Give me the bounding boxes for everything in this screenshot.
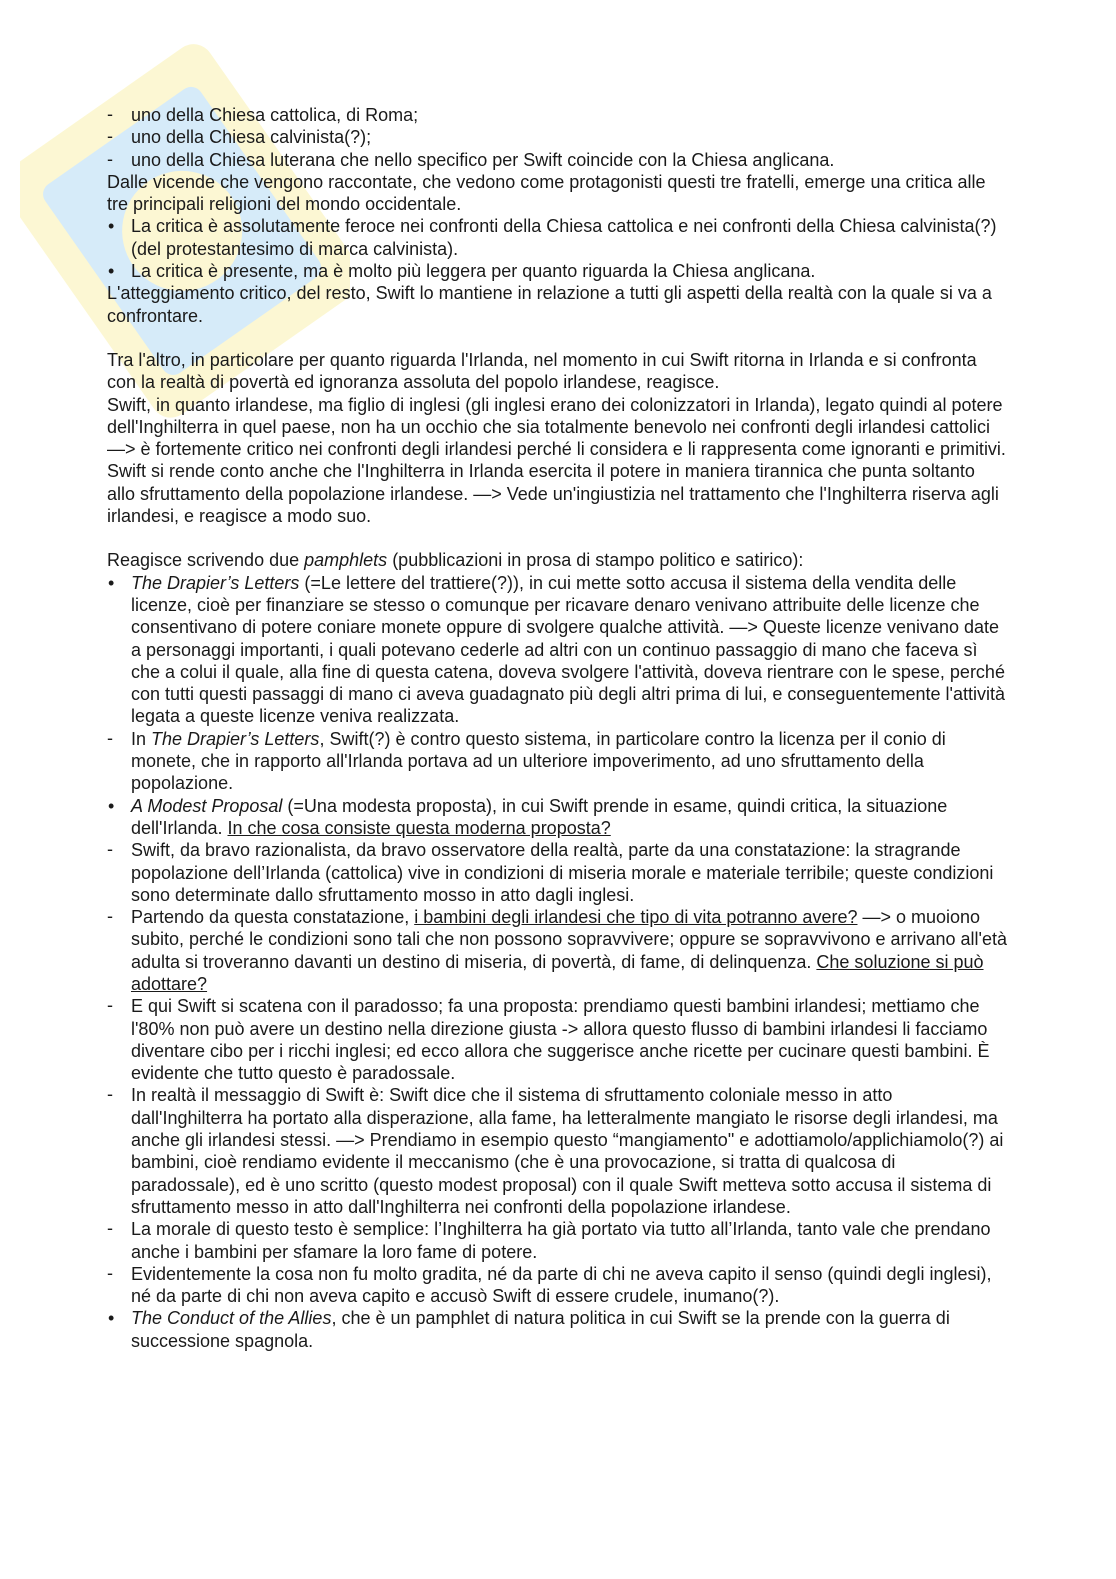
document-body (107, 104, 1007, 1352)
list-item (107, 104, 1007, 126)
paragraph: Dalle vicende che vengono raccontate, che vedono come protagonisti questi tre fratelli, emerge una critica alle tre principali religioni del mondo occidentale. (107, 171, 986, 215)
dash-marker: - (107, 1218, 113, 1239)
text: (pubblicazioni in prosa di stampo politico e satirico): (387, 550, 804, 571)
list-item (107, 260, 1007, 282)
list-item-text: Swift, da bravo razionalista, da bravo osservatore della realtà, parte da una constatazione: la stragrande popolazione dell’Irlanda (cattolica) vive in condizioni di miseria morale e materiale terribile; queste condizioni sono determinate dallo sfruttamento mosso in atto dagli inglesi. (131, 840, 994, 905)
list-item-text (131, 729, 946, 794)
list-item-text: Evidentemente la cosa non fu molto gradita, né da parte di chi ne aveva capito il senso (quindi degli inglesi), né da parte di chi non aveva capito e accusò Swift di essere crudele, inumano(?). (131, 1263, 992, 1307)
list-item (107, 572, 1007, 728)
list-item (107, 126, 1007, 148)
bullet-marker: • (108, 1308, 115, 1329)
list-item-text: La critica è presente, ma è molto più leggera per quanto riguarda la Chiesa anglicana. (131, 261, 816, 282)
list-item-text: uno della Chiesa cattolica, di Roma; (131, 105, 419, 125)
work-title: The Conduct of the Allies (131, 1308, 332, 1329)
work-title: A Modest Proposal (131, 795, 283, 816)
bullet-marker: • (108, 795, 115, 816)
dash-marker: - (107, 995, 113, 1016)
list-item (107, 995, 1007, 1084)
paragraph: L'atteggiamento critico, del resto, Swift lo mantiene in relazione a tutti gli aspetti della realtà con la quale si va a confrontare. (107, 283, 992, 326)
list-item-text (131, 796, 947, 838)
text-italic: pamphlets (304, 550, 388, 571)
dash-marker: - (107, 1262, 113, 1283)
list-item-text (131, 1308, 950, 1350)
underlined-question: i bambini degli irlandesi che tipo di vita potranno avere? (414, 907, 858, 928)
dash-marker: - (107, 148, 113, 169)
list-item (107, 906, 1007, 995)
list-item-text: E qui Swift si scatena con il paradosso; fa una proposta: prendiamo questi bambini irlandesi; mettiamo che l'80% non può avere un destino nella direzione giusta -> allora questo flusso di bambini irlandesi li facciamo diventare cibo per i ricchi inglesi; ed ecco allora che suggerisce anche ricette per cucinare questi bambini. È evidente che tutto questo è paradossale. (131, 996, 990, 1084)
list-item-text: uno della Chiesa calvinista(?); (131, 127, 372, 148)
text: Partendo da questa constatazione, (131, 907, 415, 928)
dash-marker: - (107, 1084, 113, 1105)
list-item (107, 215, 1007, 260)
list-item-text: La morale di questo testo è semplice: l’Inghilterra ha già portato via tutto all’Irlanda, tanto vale che prendano anche i bambini per sfamare la loro fame di potere. (131, 1219, 991, 1262)
bullet-marker: • (108, 261, 115, 282)
text: , che è un pamphlet di natura politica in cui Swift se la prende con la guerra di successione spagnola. (131, 1308, 950, 1351)
paragraph: Tra l'altro, in particolare per quanto riguarda l'Irlanda, nel momento in cui Swift ritorna in Irlanda e si confronta con la realtà di povertà ed ignoranza assoluta del popolo irlandese, reagisce. (107, 349, 977, 393)
bullet-marker: • (108, 572, 115, 593)
list-item-text: uno della Chiesa luterana che nello specifico per Swift coincide con la Chiesa anglicana. (131, 149, 835, 170)
list-item (107, 1307, 1007, 1352)
list-item (107, 795, 1007, 840)
list-item (107, 1084, 1007, 1218)
text: —> o muoiono subito, perché le condizioni sono tali che non possono sopravvivere; oppure se sopravvivono e arrivano all'età adulta si troveranno davanti un destino di miseria, di povertà, di fame, di delinquenza. (131, 907, 1007, 972)
dash-marker: - (107, 727, 113, 748)
list-item-text: In realtà il messaggio di Swift è: Swift dice che il sistema di sfruttamento coloniale messo in atto dall'Inghilterra ha portato alla disperazione, alla fame, ha letteralmente mangiato le risorse degli irlandesi, ma anche gli irlandesi stessi. —> Prendiamo in esempio questo “mangiamento" e adottiamolo/applichiamolo(?) ai bambini, cioè rendiamo evidente il meccanismo (che è una provocazione, si tratta di qualcosa di paradossale), ed è uno scritto (questo modest proposal) con il quale Swift metteva sotto accusa il sistema di sfruttamento messo in atto dall'Inghilterra nei confronti della popolazione irlandese. (131, 1085, 1004, 1217)
list-item (107, 839, 1007, 906)
text: Reagisce scrivendo due (107, 550, 305, 571)
list-item-text: La critica è assolutamente feroce nei confronti della Chiesa cattolica e nei confronti della Chiesa calvinista(?) (del protestantesimo di marca calvinista). (131, 216, 997, 259)
bullet-marker: • (108, 216, 115, 237)
paragraph: Swift, in quanto irlandese, ma figlio di inglesi (gli inglesi erano dei colonizzatori in Irlanda), legato quindi al potere dell'Inghilterra in quel paese, non ha un occhio che sia totalmente benevolo nei confronti degli irlandesi cattolici —> è fortemente critico nei confronti degli irlandesi perché li considera e li rappresenta come ignoranti e primitivi. (107, 394, 1006, 460)
list-item-text (131, 573, 1005, 727)
dash-marker: - (107, 126, 113, 147)
list-item-text (131, 907, 1007, 994)
list-item (107, 1263, 1007, 1308)
underlined-question: In che cosa consiste questa moderna proposta? (227, 817, 611, 838)
work-title: The Drapier’s Letters (151, 728, 320, 749)
text: (=Le lettere del trattiere(?)), in cui mette sotto accusa il sistema della vendita delle licenze, cioè per finanziare se stesso o comunque per ricavare denaro venivano attribuite delle licenze che consentivano di potere coniare monete oppure di svolgere qualche attività. —> Queste licenze venivano date a personaggi importanti, i quali potevano cederle ad altri con un continuo passaggio di mano che faceva sì che a colui il quale, alla fine di questa catena, doveva svolgere l'attività, doveva rientrare con le spese, perché con tutti questi passaggi di mano ci aveva guadagnato più degli altri prima di lui, e conseguentemente l'attività legata a queste licenze veniva realizzata. (131, 572, 1005, 727)
dash-marker: - (107, 906, 113, 927)
list-item (107, 728, 1007, 795)
list-item (107, 1218, 1007, 1263)
text: In (131, 728, 152, 749)
text: (=Una modesta proposta), in cui Swift prende in esame, quindi critica, la situazione dell'Irlanda. (131, 795, 948, 838)
paragraph: Swift si rende conto anche che l'Inghilterra in Irlanda esercita il potere in maniera tirannica che punta soltanto allo sfruttamento della popolazione irlandese. —> Vede un'ingiustizia nel trattamento che l'Inghilterra riserva agli irlandesi, e reagisce a modo suo. (107, 461, 999, 527)
text: , Swift(?) è contro questo sistema, in particolare contro la licenza per il conio di monete, che in rapporto all'Irlanda portava ad un ulteriore impoverimento, ad uno sfruttamento della popolazione. (131, 728, 946, 794)
dash-marker: - (107, 839, 113, 860)
work-title: The Drapier’s Letters (131, 572, 300, 593)
list-item (107, 149, 1007, 171)
paragraph (107, 549, 1007, 571)
underlined-question: Che soluzione si può adottare? (131, 951, 984, 994)
dash-marker: - (107, 104, 113, 124)
